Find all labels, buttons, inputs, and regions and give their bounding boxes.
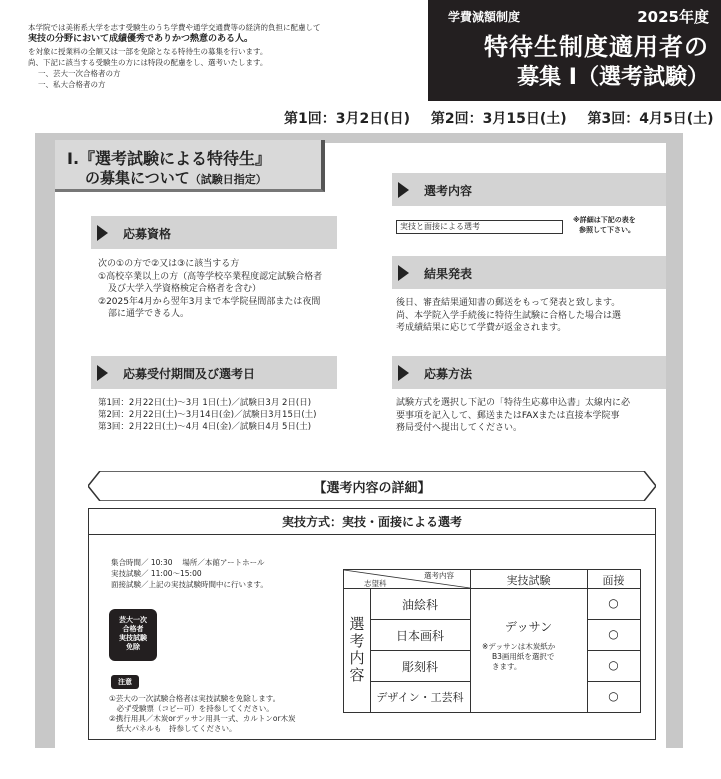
arrow-right-icon <box>97 225 108 241</box>
detail-banner <box>88 471 656 501</box>
badge-line: 芸大一次 <box>119 616 147 624</box>
note-line: 紙大パネルも 持参してください。 <box>109 724 237 733</box>
table-line <box>370 650 470 651</box>
detail-box <box>88 508 656 740</box>
qualification-heading <box>91 216 337 249</box>
circle-mark: ○ <box>608 689 619 703</box>
selection-table <box>343 569 641 713</box>
intro-line: 尚、下記に該当する受験生の方には特段の配慮をし、選考いたします。 <box>28 58 268 67</box>
title-box <box>428 0 721 101</box>
period-heading <box>91 356 337 389</box>
note-line: ①芸大の一次試験合格者は実技試験を免除します。 <box>109 694 281 703</box>
corner-top-label: 選考内容 <box>424 571 454 580</box>
section-title-small: （試験日指定） <box>189 173 267 186</box>
period-body <box>98 397 316 433</box>
circle-mark: ○ <box>608 658 619 672</box>
result-body <box>396 297 621 335</box>
detail-info <box>111 557 268 590</box>
arrow-right-icon <box>97 365 108 381</box>
result-line: 尚、本学院入学手続後に特待生試験に合格した場合は選 <box>396 310 622 321</box>
schedule-round-2: 第2回：3月15日(土) <box>430 111 567 127</box>
arrow-right-icon <box>398 365 409 381</box>
method-line: 務局受付へ提出してください。 <box>396 423 523 433</box>
qualification-heading-text: 応募資格 <box>123 227 172 241</box>
exam-note-line: B3画用紙を選択で <box>492 652 555 661</box>
frame-right <box>666 133 683 748</box>
period-line: 第2回：2月22日(土)～3月14日(金)／試験日3月15日(土) <box>98 410 317 420</box>
detail-banner-text: 【選考内容の詳細】 <box>313 481 431 496</box>
content-note-line: 参照して下さい。 <box>579 226 635 234</box>
period-line: 第3回：2月22日(土)～4月 4日(金)／試験日4月 5日(土) <box>98 422 312 432</box>
arrow-right-icon <box>398 182 409 198</box>
circle-mark: ○ <box>608 596 619 610</box>
content-box: 実技と面接による選考 <box>396 220 563 234</box>
frame-left <box>35 133 55 748</box>
method-heading-text: 応募方法 <box>424 367 473 381</box>
detail-info-line: 集合時間／ 10:30 場所／本館アートホール <box>111 558 265 567</box>
method-body <box>396 397 630 435</box>
table-line <box>587 681 640 682</box>
intro-line: を対象に授業料の全額又は一部を免除となる特待生の募集を行います。 <box>28 47 268 56</box>
side-label <box>344 588 370 712</box>
note-line: 必ず受験票（コピー可）を持参してください。 <box>109 704 274 713</box>
exam-note <box>482 642 555 672</box>
exam-note-line: きます。 <box>492 662 522 671</box>
result-line: 後日、審査結果通知書の郵送をもって発表と致します。 <box>396 298 621 308</box>
qualification-line: ②2025年4月から翌年3月まで本学院昼間部または夜間 <box>98 296 321 307</box>
qualification-line: 次の①の方で②又は③に該当する方 <box>98 259 240 269</box>
content-heading-text: 選考内容 <box>424 184 473 198</box>
title-year: 2025年度 <box>637 8 709 26</box>
schedule-round-3: 第3回：4月5日(土) <box>587 111 714 127</box>
arrow-right-icon <box>398 265 409 281</box>
section-title-line2 <box>85 167 267 188</box>
method-line: 試験方式を選択し下記の「特待生応募申込書」太線内に必 <box>396 398 631 408</box>
section-title <box>55 140 325 192</box>
title-main: 特待生制度適用者の <box>484 33 709 61</box>
result-heading <box>392 256 666 289</box>
content-note <box>573 215 636 235</box>
result-heading-text: 結果発表 <box>424 267 473 281</box>
content-heading <box>392 173 666 206</box>
intro-highlight: 実技の分野において成績優秀でありかつ熱意のある人。 <box>28 34 254 44</box>
section-title-line1: Ⅰ.『選考試験による特待生』 <box>67 149 272 168</box>
intro-line: 本学院では美術系大学を志す受験生のうち学費や通学交通費等の経済的負担に配慮して <box>28 23 321 32</box>
row-dept-3: 彫刻科 <box>401 660 438 674</box>
qualification-line: ①高校卒業以上の方（高等学校卒業程度認定試験合格者 <box>98 271 323 282</box>
detail-header: 実技方式：実技・面接による選考 <box>89 509 655 535</box>
table-line <box>370 619 470 620</box>
qualification-line: 及び大学入学資格検定合格者を含む） <box>108 284 262 294</box>
row-dept-1: 油絵科 <box>401 598 438 612</box>
table-line <box>587 619 640 620</box>
qualification-body <box>98 258 322 321</box>
detail-info-line: 実技試験／ 11:00～15:00 <box>111 569 202 578</box>
detail-info-line: 面接試験／上記の実技試験時間中に行います。 <box>111 580 268 589</box>
section-title-main: の募集について <box>85 169 190 187</box>
table-line <box>587 650 640 651</box>
note-label: 注意 <box>111 675 139 689</box>
title-sub: 募集 Ⅰ（選考試験） <box>517 65 709 90</box>
period-line: 第1回：2月22日(土)～3月 1日(土)／試験日3月 2日(日) <box>98 398 312 408</box>
row-dept-2: 日本画科 <box>395 629 444 643</box>
circle-mark: ○ <box>608 627 619 641</box>
corner-bottom-label: 志望科 <box>364 579 387 588</box>
intro-item: 一、私大合格者の方 <box>38 80 106 89</box>
badge-line: 合格者 <box>122 625 144 633</box>
side-label-text: 選考内容 <box>347 616 366 684</box>
notes <box>109 694 296 734</box>
col-header-interview: 面接 <box>602 574 625 587</box>
col-header-exam: 実技試験 <box>506 574 551 587</box>
schedule-line <box>284 108 714 128</box>
title-category: 学費減額制度 <box>448 10 521 24</box>
period-heading-text: 応募受付期間及び選考日 <box>123 367 256 381</box>
table-line <box>370 681 470 682</box>
table-line <box>344 588 640 589</box>
note-line: ②携行用具／木炭orデッサン用具一式、カルトンor木炭 <box>109 714 296 723</box>
intro-text <box>28 22 418 90</box>
table-line <box>470 570 471 712</box>
method-line: 要事項を記入して、郵送またはFAXまたは直接本学院事 <box>396 410 620 421</box>
badge-line: 免除 <box>126 643 140 651</box>
result-line: 考成績結果に応じて学費が返金されます。 <box>396 323 567 333</box>
badge-line: 実技試験 <box>119 634 147 642</box>
row-dept-4: デザイン・工芸科 <box>376 691 464 704</box>
exam-dessin: デッサン <box>504 620 553 634</box>
exemption-badge <box>109 609 157 661</box>
schedule-round-1: 第1回：3月2日(日) <box>284 111 411 127</box>
content-note-line: ※詳細は下記の表を <box>573 216 636 224</box>
exam-note-line: ※デッサンは木炭紙か <box>482 642 556 651</box>
intro-item: 一、芸大一次合格者の方 <box>38 69 121 78</box>
qualification-line: 部に通学できる人。 <box>108 309 190 319</box>
method-heading <box>392 356 666 389</box>
